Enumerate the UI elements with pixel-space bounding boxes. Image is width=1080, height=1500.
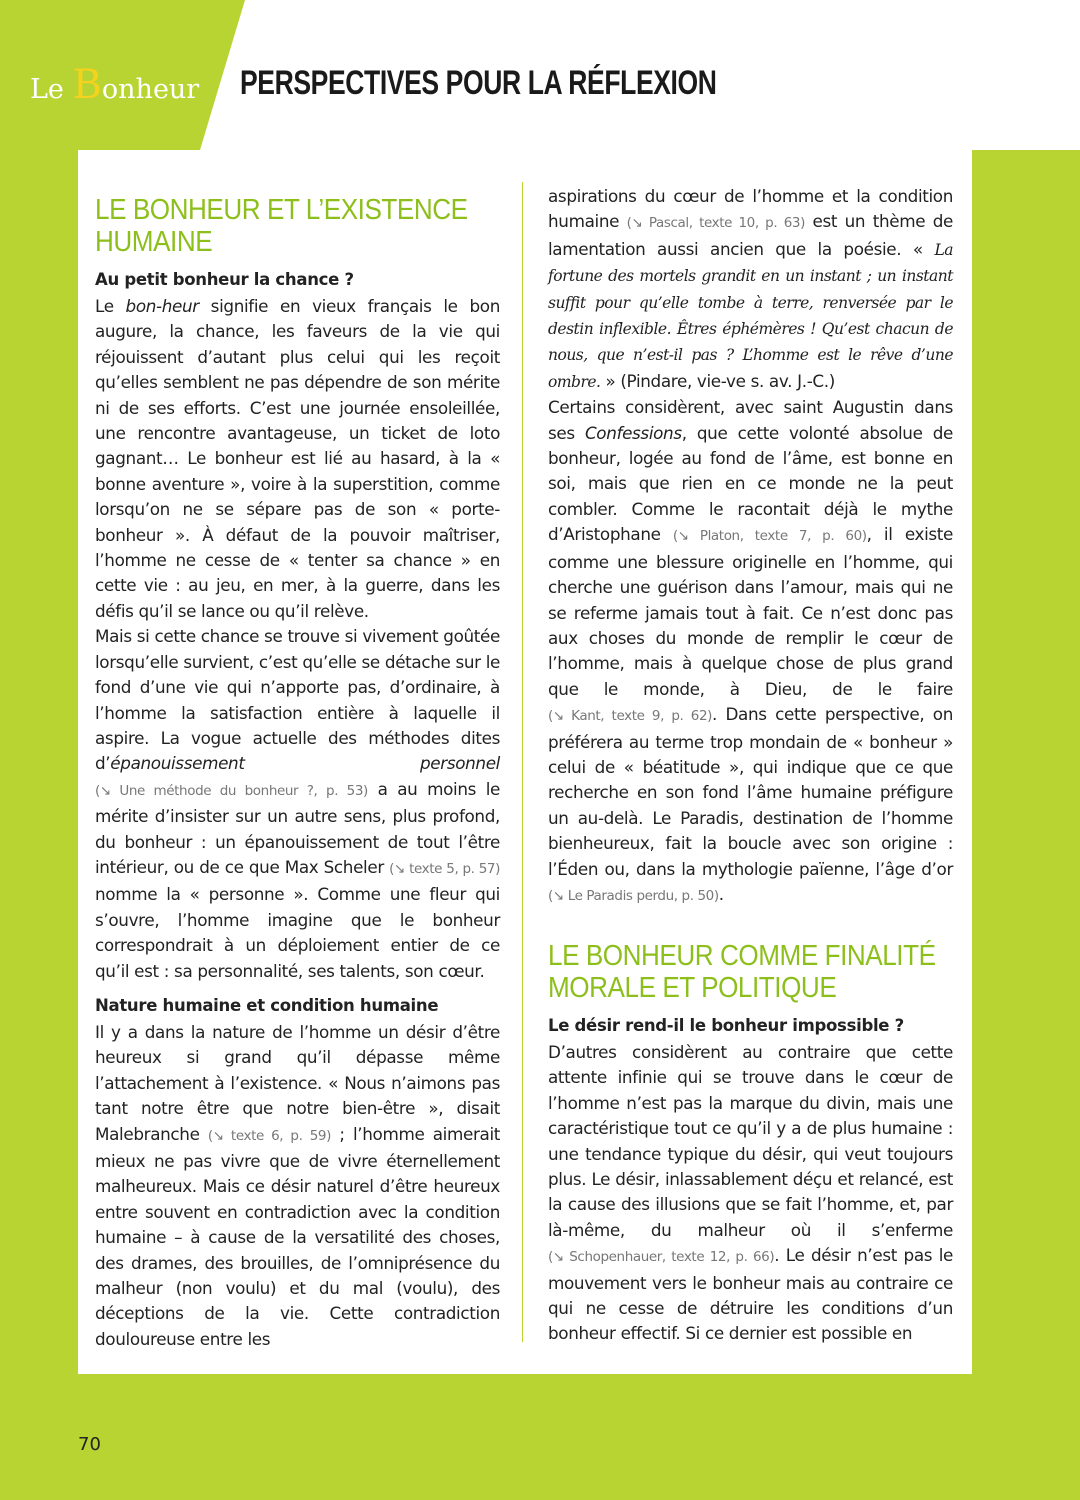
cross-reference[interactable]: (↘ Platon, texte 7, p. 60) — [672, 528, 867, 545]
chapter-brand — [30, 62, 199, 108]
page-number: 70 — [78, 1434, 101, 1455]
subheading-desir: Le désir rend-il le bonheur impossible ? — [548, 1016, 904, 1035]
brand-rest: onheur — [101, 74, 200, 105]
cross-reference[interactable]: (↘ Une méthode du bonheur ?, p. 53) — [95, 782, 368, 799]
paragraph: aspirations du cœur de l’homme et la condition humaine (↘ Pascal, texte 10, p. 63) est un thème de lamentation aussi ancien que la poésie. « La fortune des mortels grandit en un instant ; un instant suffit pour qu’elle tombe à terre, renversée par le destin inflexible. Êtres éphémères ! Qu’est chacun de nous, que n’est-il pas ? L’homme est le rêve d’une ombre. » (Pindare, vie-ve s. av. J.-C.) — [548, 186, 953, 391]
cross-reference[interactable]: (↘ Kant, texte 9, p. 62) — [548, 708, 713, 725]
cross-reference[interactable]: (↘ texte 6, p. 59) — [207, 1127, 331, 1144]
brand-prefix: Le — [30, 74, 73, 105]
right-column — [548, 184, 953, 909]
right-column-lower — [548, 928, 953, 1347]
cross-reference[interactable]: (↘ Schopenhauer, texte 12, p. 66) — [548, 1249, 775, 1266]
section-heading-finalite: LE BONHEUR COMME FINALITÉ MORALE ET POLITIQUE — [548, 940, 936, 1004]
cross-reference[interactable]: (↘ Pascal, texte 10, p. 63) — [626, 215, 805, 232]
accent-block — [972, 952, 1080, 1374]
paragraph: Le bon-heur signifie en vieux français le bon augure, la chance, les faveurs de la vie qui réjouissent d’autant plus celui qui les reçoit qu’elles semblent ne pas dépendre de son mérite ni de ses efforts. C’est une journée ensoleillée, une rencontre avantageuse, un ticket de loto gagnant… Le bonheur est lié au hasard, à la « bonne aventure », voire à la superstition, comme lorsqu’on ne se sépare pas de son « porte-bonheur ». À défaut de la pouvoir maîtriser, l’homme ne cesse de « tenter sa chance » en cette vie : au jeu, en mer, à la guerre, dans les défis qu’il se lance ou qu’il relève. — [95, 296, 500, 621]
cross-reference[interactable]: (↘ Le Paradis perdu, p. 50) — [548, 887, 719, 904]
paragraph: Certains considèrent, avec saint Augustin dans ses Confessions, que cette volonté absolue de bonheur, logée au fond de l’âme, est bonne en soi, mais que rien en ce monde ne la peut combler. Comme le racontait déjà le mythe d’Aristophane (↘ Platon, texte 7, p. 60), il existe comme une blessure originelle en l’homme, qui cherche une guérison dans l’amour, mais qui ne se referme jamais tout à fait. Ce n’est donc pas aux choses du monde de remplir le cœur de l’homme, mais à quelque chose de plus grand que le monde, à Dieu, de le faire (↘ Kant, texte 9, p. 62). Dans cette perspective, on préférera au terme trop mondain de « bonheur » celui de « béatitude », qui indique que ce que recherche en son fond l’âme humaine préfigure un au-delà. Le Paradis, destination de l’homme bienheureux, fait la boucle avec son origine : l’Éden ou, dans la mythologie païenne, l’âge d’or (↘ Le Paradis perdu, p. 50). — [548, 397, 953, 904]
cross-reference[interactable]: (↘ texte 5, p. 57) — [389, 860, 500, 877]
paragraph: Mais si cette chance se trouve si vivement goûtée lorsqu’elle survient, c’est qu’elle se détache sur le fond d’une vie qui n’apporte pas, d’ordinaire, à l’homme la satisfaction entière à laquelle il aspire. La vogue actuelle des méthodes dites d’épanouissement personnel (↘ Une méthode du bonheur ?, p. 53) a au moins le mérite d’insister sur un autre sens, plus profond, du bonheur : un épanouissement de tout l’être intérieur, ou de ce que Max Scheler (↘ texte 5, p. 57) nomme la « personne ». Comme une fleur qui s’ouvre, l’homme imagine que le bonheur correspondrait à un déploiement entier de ce qu’il est : sa personnalité, ses talents, son cœur. — [95, 626, 500, 981]
subheading-chance: Au petit bonheur la chance ? — [95, 270, 354, 289]
page-title: PERSPECTIVES POUR LA RÉFLEXION — [240, 64, 717, 102]
subheading-nature: Nature humaine et condition humaine — [95, 995, 439, 1015]
column-divider — [522, 182, 523, 1342]
quotation: La fortune des mortels grandit en un instant ; un instant suffit pour qu’elle tombe à terre, renversée par le destin inflexible. Êtres éphémères ! Qu’est chacun de nous, que n’est-il pas ? L’homme est le rêve d’une ombre. — [548, 240, 953, 391]
paragraph: Il y a dans la nature de l’homme un désir d’être heureux si grand qu’il dépasse même l’attachement à l’existence. « Nous n’aimons pas tant notre être que notre bien-être », disait Malebranche (↘ texte 6, p. 59) ; l’homme aimerait mieux ne pas vivre que de vivre éternellement malheureux. Mais ce désir naturel d’être heureux entre souvent en contradiction avec la condition humaine – à cause de la versatilité des choses, des drames, des brouilles, de l’omniprésence du malheur (non voulu) et du mal (voulu), des déceptions de la vie. Cette contradiction douloureuse entre les — [95, 1021, 500, 1349]
section-heading-existence: LE BONHEUR ET L’EXISTENCE HUMAINE — [95, 194, 468, 258]
brand-cap: B — [72, 62, 102, 108]
left-column — [95, 182, 500, 1352]
paragraph: D’autres considèrent au contraire que cette attente infinie qui se trouve dans le cœur de l’homme n’est pas la marque du divin, mais une caractéristique tout ce qu’il y a de plus humaine : une tendance typique du désir, qui veut toujours plus. Le désir, inlassablement déçu et relancé, est la cause des illusions que se fait l’homme, et, par là-même, du malheur où il s’enferme (↘ Schopenhauer, texte 12, p. 66). Le désir n’est pas le mouvement vers le bonheur mais au contraire ce qui ne cesse de détruire les conditions d’un bonheur effectif. Si ce dernier est possible en — [548, 1042, 953, 1344]
